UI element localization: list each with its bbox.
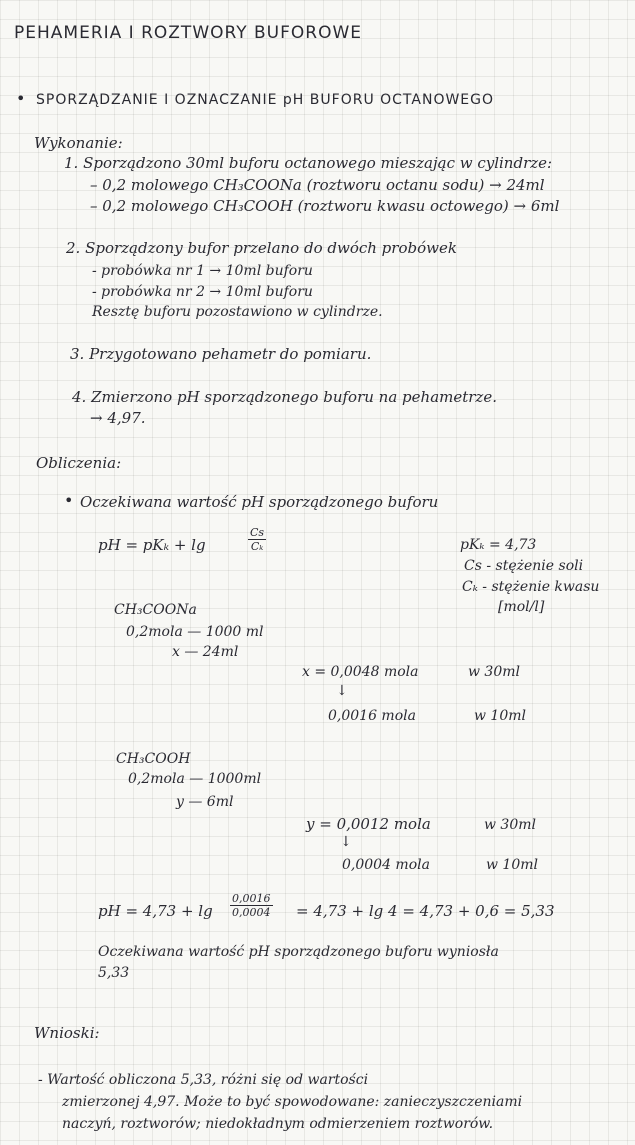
step-3: 3. Przygotowano pehametr do pomiaru. (70, 345, 372, 363)
final-denominator: 0,0004 (232, 906, 271, 919)
step-1: 1. Sporządzono 30ml buforu octanowego mieszając w cylindrze: (64, 154, 553, 172)
wykonanie-heading: Wykonanie: (34, 134, 123, 152)
obliczenia-bullet: • (64, 491, 74, 510)
step-1-sub-1: – 0,2 molowego CH₃COONa (roztworu octanu sodu) → 24ml (90, 176, 545, 194)
acid-result-10ml: 0,0004 mola (342, 857, 430, 873)
acid-result-10ml-volume: w 10ml (486, 857, 539, 873)
final-fraction (230, 893, 273, 918)
final-formula-lhs: pH = 4,73 + lg (98, 902, 213, 920)
salt-result-30ml-volume: w 30ml (468, 664, 521, 680)
henderson-denominator: Cₖ (250, 540, 264, 553)
step-4-result: → 4,97. (90, 409, 146, 427)
acid-name: CH₃COOH (116, 751, 191, 767)
acid-proportion-row-1: 0,2mola — 1000ml (128, 771, 262, 787)
step-2-sub-2: - probówka nr 2 → 10ml buforu (92, 284, 313, 300)
legend-cs: Cs - stężenie soli (464, 558, 584, 574)
henderson-fraction (248, 527, 266, 552)
section-heading: SPORZĄDZANIE I OZNACZANIE pH BUFORU OCTANOWEGO (36, 92, 495, 108)
acid-proportion-row-2: y — 6ml (176, 794, 234, 810)
wnioski-heading: Wnioski: (34, 1024, 100, 1042)
legend-pk: pKₖ = 4,73 (460, 537, 537, 553)
step-2: 2. Sporządzony bufor przelano do dwóch probówek (66, 239, 457, 257)
obliczenia-heading: Obliczenia: (36, 454, 122, 472)
step-2-sub-1: - probówka nr 1 → 10ml buforu (92, 263, 313, 279)
wnioski-line-1: - Wartość obliczona 5,33, różni się od wartości (38, 1072, 369, 1088)
salt-result-30ml: x = 0,0048 mola (302, 664, 419, 680)
salt-result-10ml: 0,0016 mola (328, 708, 416, 724)
acid-result-30ml-volume: w 30ml (484, 817, 537, 833)
step-2-sub-3: Resztę buforu pozostawiono w cylindrze. (92, 304, 383, 320)
step-1-sub-2: – 0,2 molowego CH₃COOH (roztworu kwasu octowego) → 6ml (90, 197, 560, 215)
expected-ph-label: Oczekiwana wartość pH sporządzonego buforu (80, 493, 439, 511)
salt-proportion-row-2: x — 24ml (172, 644, 239, 660)
conclusion-line-2: 5,33 (98, 965, 130, 981)
section-bullet: • (16, 89, 26, 108)
salt-proportion-row-1: 0,2mola — 1000 ml (126, 624, 264, 640)
page-title: PEHAMERIA I ROZTWORY BUFOROWE (14, 23, 363, 43)
wnioski-line-2: zmierzonej 4,97. Może to być spowodowane: zanieczyszczeniami (62, 1094, 523, 1110)
step-4: 4. Zmierzono pH sporządzonego buforu na pehametrze. (72, 388, 497, 406)
final-numerator: 0,0016 (232, 892, 271, 905)
henderson-numerator: Cs (250, 526, 265, 539)
down-arrow-icon: ↓ (336, 683, 348, 699)
legend-unit: [mol/l] (498, 599, 545, 615)
legend-ck: Cₖ - stężenie kwasu (462, 579, 600, 595)
wnioski-line-3: naczyń, roztworów; niedokładnym odmierzeniem roztworów. (62, 1116, 494, 1132)
salt-result-10ml-volume: w 10ml (474, 708, 527, 724)
salt-name: CH₃COONa (114, 602, 197, 618)
final-formula-rhs: = 4,73 + lg 4 = 4,73 + 0,6 = 5,33 (296, 902, 555, 920)
down-arrow-icon: ↓ (340, 834, 352, 850)
conclusion-line-1: Oczekiwana wartość pH sporządzonego buforu wyniosła (98, 944, 499, 960)
acid-result-30ml: y = 0,0012 mola (306, 815, 431, 833)
henderson-formula-lhs: pH = pKₖ + lg (98, 536, 206, 554)
